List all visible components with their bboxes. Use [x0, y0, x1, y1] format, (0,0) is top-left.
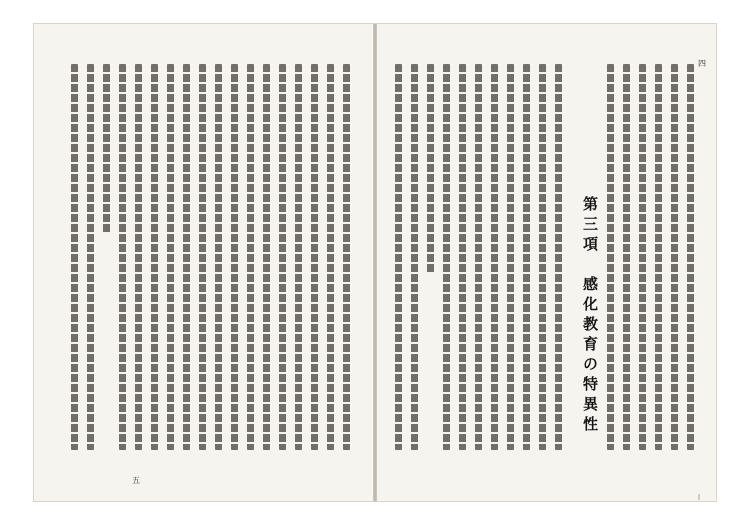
text-column — [443, 64, 450, 450]
text-column — [167, 64, 174, 450]
text-column — [475, 64, 482, 450]
text-column — [459, 64, 466, 450]
text-column — [279, 64, 286, 450]
text-column — [411, 64, 418, 450]
section-heading: 第三項 感化教育の特異性 — [581, 196, 599, 436]
text-column — [215, 64, 222, 450]
text-column — [295, 64, 302, 450]
text-column — [183, 64, 190, 450]
text-column — [555, 64, 562, 450]
text-column — [623, 64, 630, 450]
page-number-right: 四 — [698, 59, 706, 68]
text-column — [103, 64, 110, 234]
page-number-left: 五 — [132, 476, 140, 485]
text-column — [491, 64, 498, 450]
text-column — [151, 64, 158, 450]
text-column — [671, 64, 678, 450]
text-column — [247, 64, 254, 450]
text-column — [343, 64, 350, 450]
text-column — [507, 64, 514, 450]
text-column — [607, 64, 614, 450]
text-column — [639, 64, 646, 450]
left-page — [34, 24, 373, 501]
text-column — [231, 64, 238, 450]
book-spread — [34, 24, 716, 501]
page-edge-mark — [698, 494, 700, 500]
right-page — [377, 24, 716, 501]
text-column — [135, 64, 142, 450]
text-column — [687, 64, 694, 450]
text-column — [523, 64, 530, 450]
text-column — [539, 64, 546, 450]
text-column — [655, 64, 662, 450]
text-column — [71, 64, 78, 450]
text-column — [311, 64, 318, 450]
text-column — [395, 64, 402, 450]
text-column — [427, 64, 434, 274]
text-column — [263, 64, 270, 450]
text-column — [327, 64, 334, 450]
text-column — [199, 64, 206, 450]
text-column — [87, 64, 94, 450]
text-column — [119, 64, 126, 450]
